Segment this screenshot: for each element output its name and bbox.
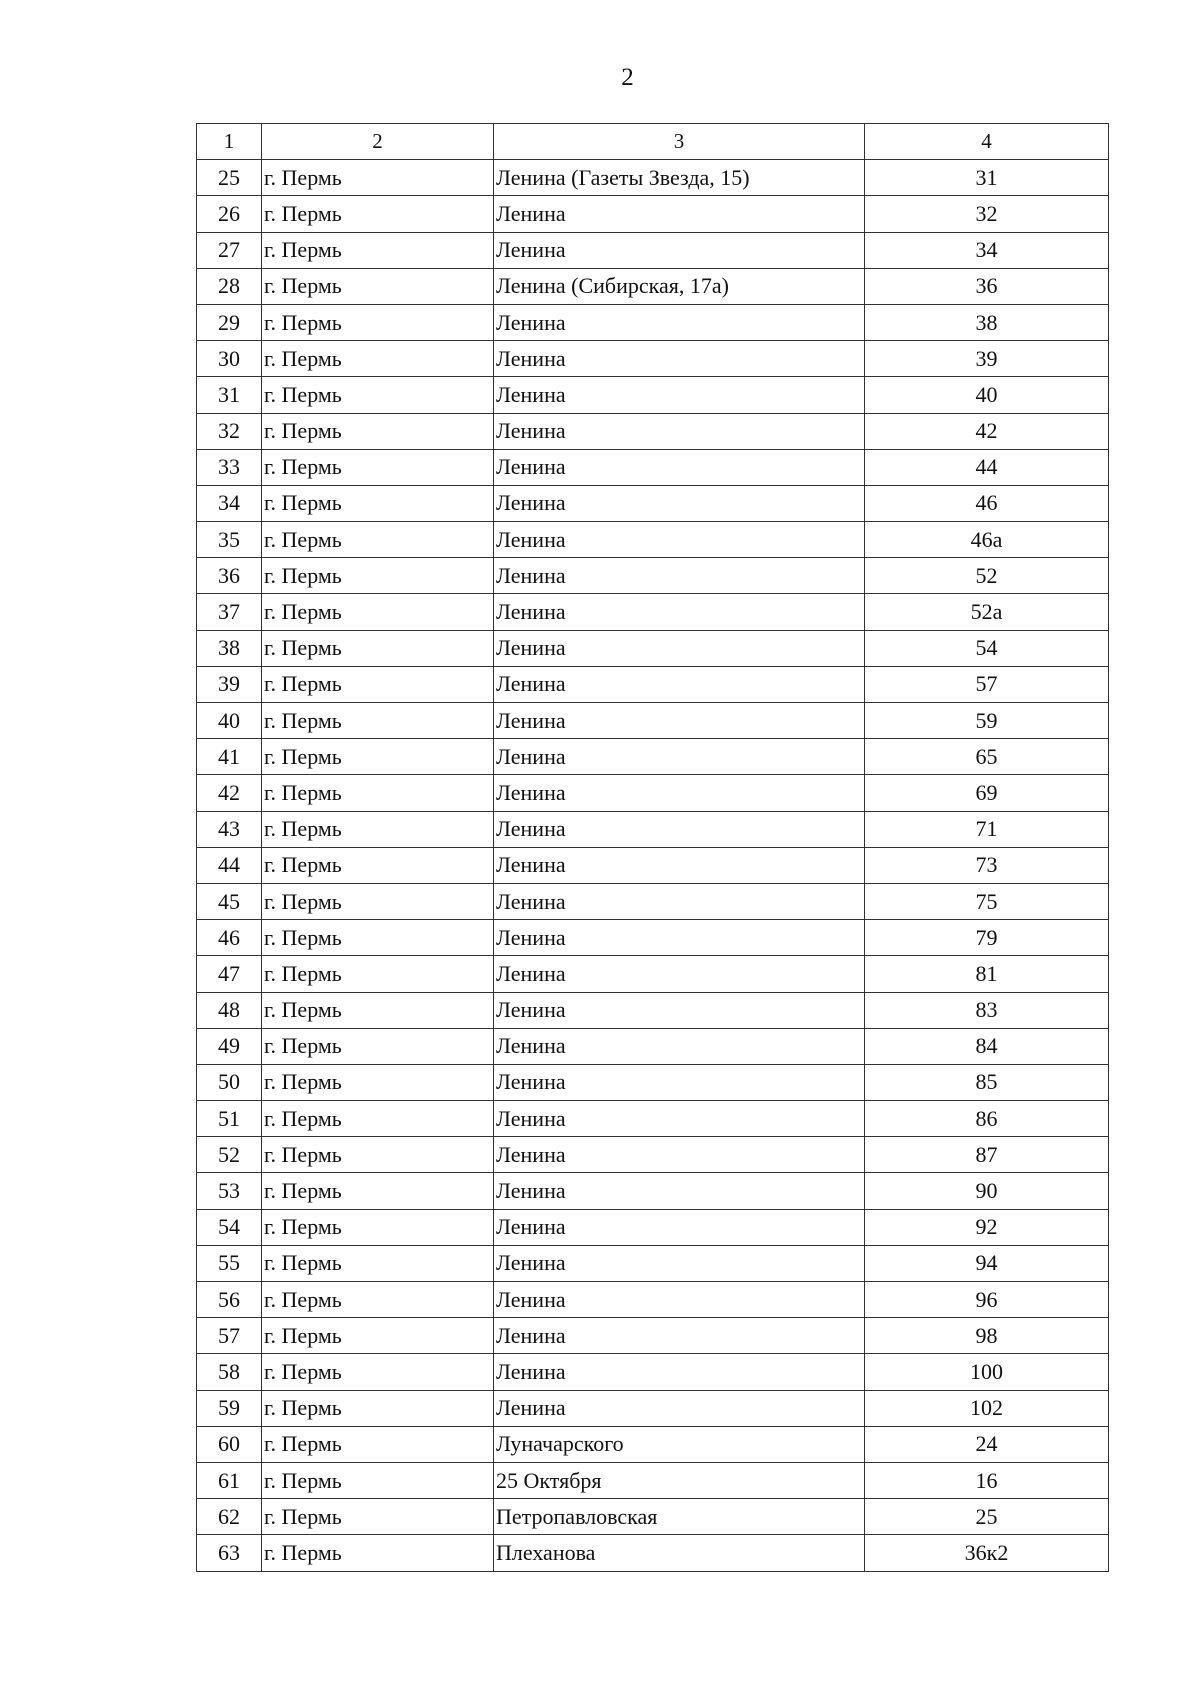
- row-number-cell: 25: [197, 160, 262, 196]
- street-cell: Ленина: [494, 1101, 865, 1137]
- street-cell: Ленина: [494, 558, 865, 594]
- house-number-cell: 57: [865, 666, 1109, 702]
- table-row: [197, 558, 1109, 594]
- row-number-cell: 44: [197, 847, 262, 883]
- city-cell: г. Пермь: [262, 413, 494, 449]
- row-number-cell: 52: [197, 1137, 262, 1173]
- city-cell: г. Пермь: [262, 1245, 494, 1281]
- table-row: [197, 341, 1109, 377]
- table-row: [197, 666, 1109, 702]
- city-cell: г. Пермь: [262, 268, 494, 304]
- house-number-cell: 24: [865, 1426, 1109, 1462]
- house-number-cell: 36: [865, 268, 1109, 304]
- city-cell: г. Пермь: [262, 1426, 494, 1462]
- house-number-cell: 59: [865, 703, 1109, 739]
- city-cell: г. Пермь: [262, 341, 494, 377]
- house-number-cell: 42: [865, 413, 1109, 449]
- row-number-cell: 27: [197, 232, 262, 268]
- row-number-cell: 29: [197, 304, 262, 340]
- table-header-row: [197, 124, 1109, 160]
- row-number-cell: 36: [197, 558, 262, 594]
- city-cell: г. Пермь: [262, 1535, 494, 1571]
- street-cell: Ленина: [494, 377, 865, 413]
- city-cell: г. Пермь: [262, 992, 494, 1028]
- house-number-cell: 40: [865, 377, 1109, 413]
- row-number-cell: 60: [197, 1426, 262, 1462]
- house-number-cell: 86: [865, 1101, 1109, 1137]
- city-cell: г. Пермь: [262, 196, 494, 232]
- row-number-cell: 53: [197, 1173, 262, 1209]
- city-cell: г. Пермь: [262, 1209, 494, 1245]
- city-cell: г. Пермь: [262, 956, 494, 992]
- row-number-cell: 48: [197, 992, 262, 1028]
- table-row: [197, 449, 1109, 485]
- city-cell: г. Пермь: [262, 232, 494, 268]
- street-cell: Ленина: [494, 630, 865, 666]
- street-cell: Ленина: [494, 1028, 865, 1064]
- street-cell: Ленина: [494, 920, 865, 956]
- row-number-cell: 59: [197, 1390, 262, 1426]
- row-number-cell: 31: [197, 377, 262, 413]
- table-row: [197, 1318, 1109, 1354]
- table-row: [197, 413, 1109, 449]
- table-row: [197, 920, 1109, 956]
- column-header-2: 2: [262, 124, 494, 160]
- street-cell: Ленина: [494, 1064, 865, 1100]
- city-cell: г. Пермь: [262, 377, 494, 413]
- street-cell: Ленина: [494, 413, 865, 449]
- house-number-cell: 100: [865, 1354, 1109, 1390]
- table-row: [197, 775, 1109, 811]
- street-cell: Ленина: [494, 1245, 865, 1281]
- street-cell: Ленина: [494, 703, 865, 739]
- street-cell: Ленина: [494, 1318, 865, 1354]
- house-number-cell: 94: [865, 1245, 1109, 1281]
- house-number-cell: 81: [865, 956, 1109, 992]
- street-cell: Ленина: [494, 485, 865, 521]
- house-number-cell: 96: [865, 1282, 1109, 1318]
- street-cell: Ленина: [494, 1209, 865, 1245]
- house-number-cell: 36к2: [865, 1535, 1109, 1571]
- table-row: [197, 1535, 1109, 1571]
- street-cell: Ленина (Сибирская, 17а): [494, 268, 865, 304]
- column-header-1: 1: [197, 124, 262, 160]
- house-number-cell: 79: [865, 920, 1109, 956]
- table-row: [197, 1101, 1109, 1137]
- table-row: [197, 1390, 1109, 1426]
- table-row: [197, 1173, 1109, 1209]
- house-number-cell: 52: [865, 558, 1109, 594]
- street-cell: Ленина: [494, 992, 865, 1028]
- street-cell: Ленина: [494, 1173, 865, 1209]
- street-cell: Ленина: [494, 522, 865, 558]
- row-number-cell: 62: [197, 1499, 262, 1535]
- street-cell: Ленина: [494, 811, 865, 847]
- table-row: [197, 196, 1109, 232]
- house-number-cell: 75: [865, 883, 1109, 919]
- table-row: [197, 847, 1109, 883]
- table-row: [197, 1462, 1109, 1498]
- house-number-cell: 54: [865, 630, 1109, 666]
- table-row: [197, 883, 1109, 919]
- city-cell: г. Пермь: [262, 485, 494, 521]
- house-number-cell: 38: [865, 304, 1109, 340]
- table-row: [197, 1209, 1109, 1245]
- row-number-cell: 51: [197, 1101, 262, 1137]
- city-cell: г. Пермь: [262, 594, 494, 630]
- street-cell: Ленина: [494, 1354, 865, 1390]
- house-number-cell: 83: [865, 992, 1109, 1028]
- row-number-cell: 32: [197, 413, 262, 449]
- city-cell: г. Пермь: [262, 1064, 494, 1100]
- street-cell: Плеханова: [494, 1535, 865, 1571]
- page-number: 2: [621, 64, 634, 91]
- house-number-cell: 102: [865, 1390, 1109, 1426]
- city-cell: г. Пермь: [262, 1137, 494, 1173]
- row-number-cell: 58: [197, 1354, 262, 1390]
- row-number-cell: 56: [197, 1282, 262, 1318]
- city-cell: г. Пермь: [262, 920, 494, 956]
- row-number-cell: 55: [197, 1245, 262, 1281]
- city-cell: г. Пермь: [262, 1390, 494, 1426]
- house-number-cell: 98: [865, 1318, 1109, 1354]
- city-cell: г. Пермь: [262, 1318, 494, 1354]
- city-cell: г. Пермь: [262, 160, 494, 196]
- street-cell: Ленина: [494, 594, 865, 630]
- city-cell: г. Пермь: [262, 1101, 494, 1137]
- table-row: [197, 703, 1109, 739]
- house-number-cell: 85: [865, 1064, 1109, 1100]
- table-row: [197, 992, 1109, 1028]
- table-row: [197, 1245, 1109, 1281]
- city-cell: г. Пермь: [262, 1282, 494, 1318]
- row-number-cell: 26: [197, 196, 262, 232]
- table-row: [197, 1137, 1109, 1173]
- row-number-cell: 37: [197, 594, 262, 630]
- house-number-cell: 46: [865, 485, 1109, 521]
- row-number-cell: 28: [197, 268, 262, 304]
- house-number-cell: 87: [865, 1137, 1109, 1173]
- row-number-cell: 35: [197, 522, 262, 558]
- house-number-cell: 31: [865, 160, 1109, 196]
- house-number-cell: 39: [865, 341, 1109, 377]
- city-cell: г. Пермь: [262, 1462, 494, 1498]
- table-row: [197, 1354, 1109, 1390]
- house-number-cell: 65: [865, 739, 1109, 775]
- table-row: [197, 232, 1109, 268]
- house-number-cell: 71: [865, 811, 1109, 847]
- house-number-cell: 46а: [865, 522, 1109, 558]
- street-cell: Ленина: [494, 341, 865, 377]
- street-cell: Ленина: [494, 1390, 865, 1426]
- street-cell: Ленина: [494, 1137, 865, 1173]
- street-cell: 25 Октября: [494, 1462, 865, 1498]
- column-header-3: 3: [494, 124, 865, 160]
- house-number-cell: 69: [865, 775, 1109, 811]
- street-cell: Ленина: [494, 847, 865, 883]
- city-cell: г. Пермь: [262, 1028, 494, 1064]
- row-number-cell: 40: [197, 703, 262, 739]
- table-row: [197, 739, 1109, 775]
- city-cell: г. Пермь: [262, 739, 494, 775]
- street-cell: Ленина: [494, 196, 865, 232]
- table-row: [197, 1064, 1109, 1100]
- row-number-cell: 49: [197, 1028, 262, 1064]
- house-number-cell: 25: [865, 1499, 1109, 1535]
- table-row: [197, 522, 1109, 558]
- house-number-cell: 90: [865, 1173, 1109, 1209]
- house-number-cell: 32: [865, 196, 1109, 232]
- table-row: [197, 956, 1109, 992]
- city-cell: г. Пермь: [262, 1499, 494, 1535]
- street-cell: Ленина (Газеты Звезда, 15): [494, 160, 865, 196]
- street-cell: Ленина: [494, 883, 865, 919]
- table-row: [197, 485, 1109, 521]
- house-number-cell: 84: [865, 1028, 1109, 1064]
- row-number-cell: 47: [197, 956, 262, 992]
- row-number-cell: 46: [197, 920, 262, 956]
- street-cell: Ленина: [494, 232, 865, 268]
- table-row: [197, 594, 1109, 630]
- column-header-4: 4: [865, 124, 1109, 160]
- row-number-cell: 30: [197, 341, 262, 377]
- table-row: [197, 304, 1109, 340]
- row-number-cell: 33: [197, 449, 262, 485]
- street-cell: Ленина: [494, 449, 865, 485]
- street-cell: Луначарского: [494, 1426, 865, 1462]
- row-number-cell: 42: [197, 775, 262, 811]
- row-number-cell: 34: [197, 485, 262, 521]
- house-number-cell: 73: [865, 847, 1109, 883]
- city-cell: г. Пермь: [262, 558, 494, 594]
- house-number-cell: 34: [865, 232, 1109, 268]
- table-row: [197, 160, 1109, 196]
- city-cell: г. Пермь: [262, 304, 494, 340]
- table-row: [197, 630, 1109, 666]
- house-number-cell: 44: [865, 449, 1109, 485]
- city-cell: г. Пермь: [262, 1354, 494, 1390]
- table-row: [197, 1426, 1109, 1462]
- table-row: [197, 268, 1109, 304]
- row-number-cell: 39: [197, 666, 262, 702]
- house-number-cell: 92: [865, 1209, 1109, 1245]
- city-cell: г. Пермь: [262, 775, 494, 811]
- address-table: [196, 123, 1109, 1572]
- table-row: [197, 1028, 1109, 1064]
- table-row: [197, 1282, 1109, 1318]
- city-cell: г. Пермь: [262, 847, 494, 883]
- street-cell: Ленина: [494, 739, 865, 775]
- city-cell: г. Пермь: [262, 811, 494, 847]
- house-number-cell: 52а: [865, 594, 1109, 630]
- street-cell: Ленина: [494, 956, 865, 992]
- street-cell: Ленина: [494, 775, 865, 811]
- table-row: [197, 1499, 1109, 1535]
- row-number-cell: 38: [197, 630, 262, 666]
- table-row: [197, 377, 1109, 413]
- city-cell: г. Пермь: [262, 522, 494, 558]
- city-cell: г. Пермь: [262, 703, 494, 739]
- row-number-cell: 57: [197, 1318, 262, 1354]
- city-cell: г. Пермь: [262, 630, 494, 666]
- city-cell: г. Пермь: [262, 666, 494, 702]
- table-body: [197, 160, 1109, 1571]
- city-cell: г. Пермь: [262, 883, 494, 919]
- row-number-cell: 50: [197, 1064, 262, 1100]
- street-cell: Ленина: [494, 1282, 865, 1318]
- house-number-cell: 16: [865, 1462, 1109, 1498]
- street-cell: Ленина: [494, 666, 865, 702]
- row-number-cell: 54: [197, 1209, 262, 1245]
- street-cell: Петропавловская: [494, 1499, 865, 1535]
- table-row: [197, 811, 1109, 847]
- row-number-cell: 45: [197, 883, 262, 919]
- row-number-cell: 61: [197, 1462, 262, 1498]
- row-number-cell: 43: [197, 811, 262, 847]
- city-cell: г. Пермь: [262, 449, 494, 485]
- city-cell: г. Пермь: [262, 1173, 494, 1209]
- row-number-cell: 63: [197, 1535, 262, 1571]
- street-cell: Ленина: [494, 304, 865, 340]
- row-number-cell: 41: [197, 739, 262, 775]
